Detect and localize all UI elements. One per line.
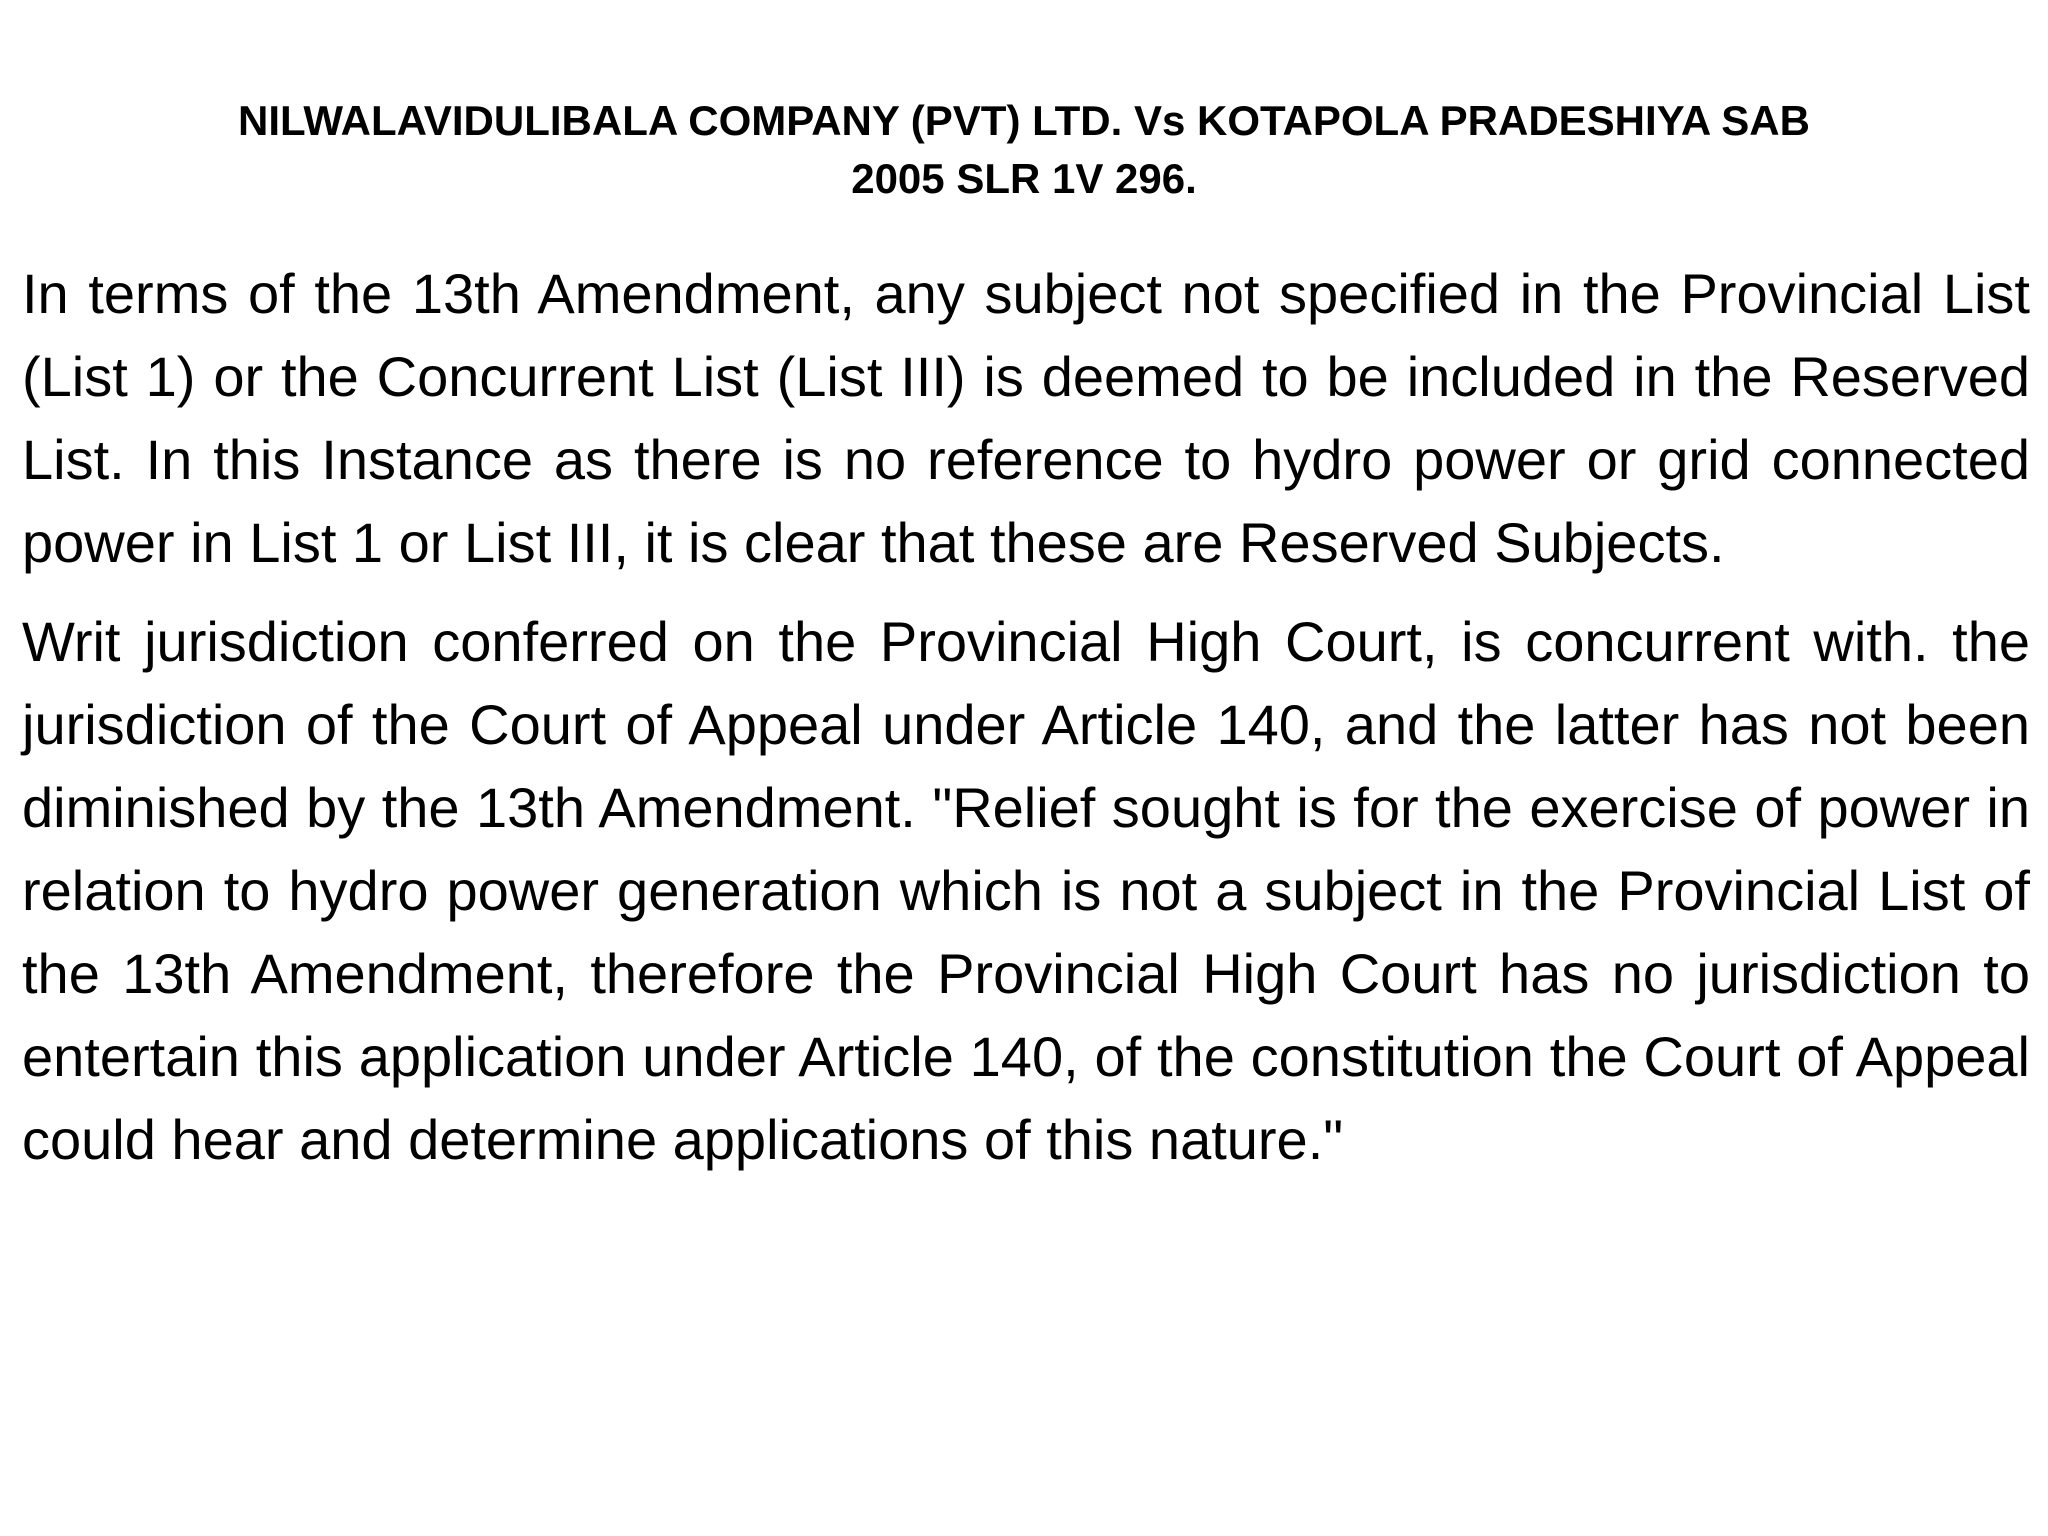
slide-body: [22, 252, 2030, 1197]
paragraph-writ-jurisdiction: [22, 600, 2030, 1181]
writ-jurisdiction-text: Writ jurisdiction conferred on the Provincial High Court, is concurrent with. the jurisdiction of the Court of Appeal under Article 140, and the latter has not been diminished by the 13th Amendment.: [22, 610, 2030, 839]
case-name: NILWALAVIDULIBALA COMPANY (PVT) LTD. Vs KOTAPOLA PRADESHIYA SAB: [238, 97, 1810, 144]
relief-sought-quote: "Relief sought is for the exercise of power in relation to hydro power generation which is not a subject in the Provincial List of the 13th Amendment, therefore the Provincial High Court has no jurisdiction to entertain this application under Article 140, of the constitution the Court of Appeal could hear and determine applications of this nature.": [22, 776, 2031, 1171]
case-title: [0, 92, 2048, 208]
paragraph-reserved-list: In terms of the 13th Amendment, any subject not specified in the Provincial List (List 1) or the Concurrent List (List III) is deemed to be included in the Reserved List. In this Instance as there is no reference to hydro power or grid connected power in List 1 or List III, it is clear that these are Reserved Subjects.: [22, 262, 2030, 574]
case-citation: 2005 SLR 1V 296.: [851, 155, 1197, 202]
